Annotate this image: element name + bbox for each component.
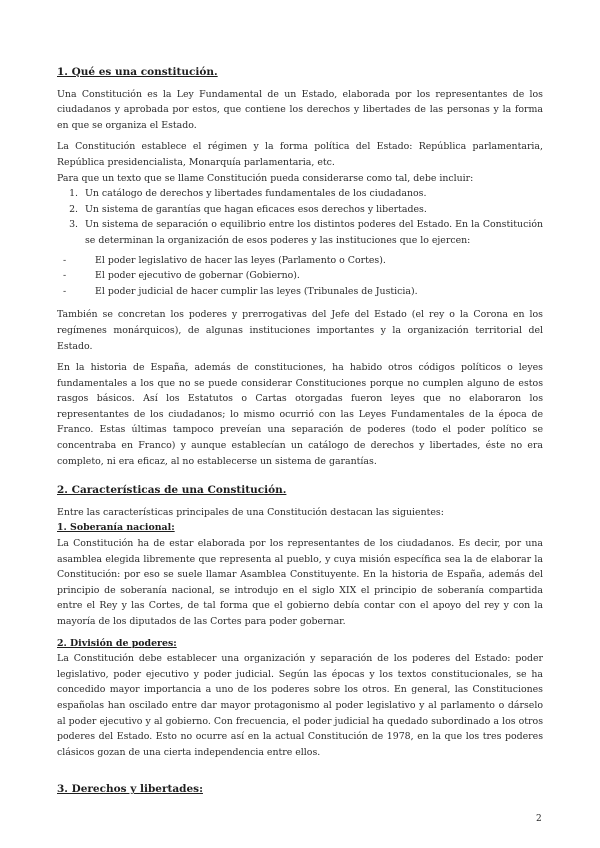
section-1-paragraph-4: También se concretan los poderes y prerrogativas del Jefe del Estado (el rey o la Corona en los regímenes monárquicos), de algunas instituciones importantes y la organización territorial del Estado. <box>57 309 543 352</box>
section-2-heading: 2. Características de una Constitución. <box>57 484 287 497</box>
subsection-sovereignty-title: 1. Soberanía nacional: <box>57 522 175 534</box>
list-item: 2. Un sistema de garantías que hagan eficaces esos derechos y libertades. <box>81 202 543 218</box>
subsection-division-title: 2. División de poderes: <box>57 637 177 649</box>
requirements-list <box>57 186 543 248</box>
section-1-paragraph-3: Para que un texto que se llame Constitución pueda considerarse como tal, debe incluir: <box>57 172 474 184</box>
list-item: 1. Un catálogo de derechos y libertades fundamentales de los ciudadanos. <box>81 186 543 202</box>
section-1-heading: 1. Qué es una constitución. <box>57 66 218 78</box>
sublist-item: - El poder ejecutivo de gobernar (Gobierno). <box>95 268 543 284</box>
section-3-heading: 3. Derechos y libertades: <box>57 783 203 796</box>
section-1-paragraph-1: Una Constitución es la Ley Fundamental de un Estado, elaborada por los representantes de los ciudadanos y aprobada por estos, que contiene los derechos y libertades de las personas y la forma en que se organiza el Estado. <box>57 88 543 131</box>
subsection-division-text: La Constitución debe establecer una organización y separación de los poderes del Estado: poder legislativo, poder ejecutivo y poder judicial. Según las épocas y los textos constitucionales, se ha concedido mayor importancia a uno de los poderes sobre los otros. En general, las Constituciones españolas han oscilado entre dar mayor protagonismo al poder legislativo y al parlamento o dárselo al poder ejecutivo y al gobierno. Con frecuencia, el poder judicial ha quedado subordinado a los otros poderes del Estado. Esto no ocurre así en la actual Constitución de 1978, en la que los tres poderes clásicos gozan de una cierta independencia entre ellos. <box>57 653 543 758</box>
section-1-paragraph-5: En la historia de España, además de constituciones, ha habido otros códigos políticos o leyes fundamentales a los que no se puede considerar Constituciones porque no cumplen alguno de estos rasgos básicos. Así los Estatutos o Cartas otorgadas fueron leyes que no elaboraron los representantes de los ciudadanos; lo mismo ocurrió con las Leyes Fundamentales de la época de Franco. Estas últimas tampoco preveían una separación de poderes (todo el poder político se concentraba en Franco) y aunque establecían un catálogo de derechos y libertades, éste no era completo, ni era eficaz, al no establecerse un sistema de garantías. <box>57 362 543 467</box>
sublist-item: - El poder legislativo de hacer las leyes (Parlamento o Cortes). <box>95 253 543 269</box>
page-content <box>57 65 543 804</box>
section-2-intro: Entre las características principales de una Constitución destacan las siguientes: <box>57 506 444 518</box>
powers-sublist <box>57 253 543 300</box>
sublist-item: - El poder judicial de hacer cumplir las leyes (Tribunales de Justicia). <box>95 284 543 300</box>
subsection-sovereignty-text: La Constitución ha de estar elaborada por los representantes de los ciudadanos. Es decir, por una asamblea elegida libremente que representa al pueblo, y cuya misión específica sea la de elaborar la Constitución: por eso se suele llamar Asamblea Constituyente. En la historia de España, además del principio de soberanía nacional, se introdujo en el siglo XIX el principio de soberanía compartida entre el Rey y las Cortes, de tal forma que el gobierno debía contar con el apoyo del rey y con la mayoría de los diputados de las Cortes para poder gobernar. <box>57 538 543 627</box>
list-item <box>81 217 543 248</box>
page-number: 2 <box>536 814 542 824</box>
list-item-text: Un sistema de separación o equilibrio entre los distintos poderes del Estado. En la Constitución se determinan la organización de esos poderes y las instituciones que lo ejercen: <box>85 219 543 246</box>
section-1-paragraph-2: La Constitución establece el régimen y la forma política del Estado: República parlamentaria, República presidencialista, Monarquía parlamentaria, etc. <box>57 141 543 168</box>
